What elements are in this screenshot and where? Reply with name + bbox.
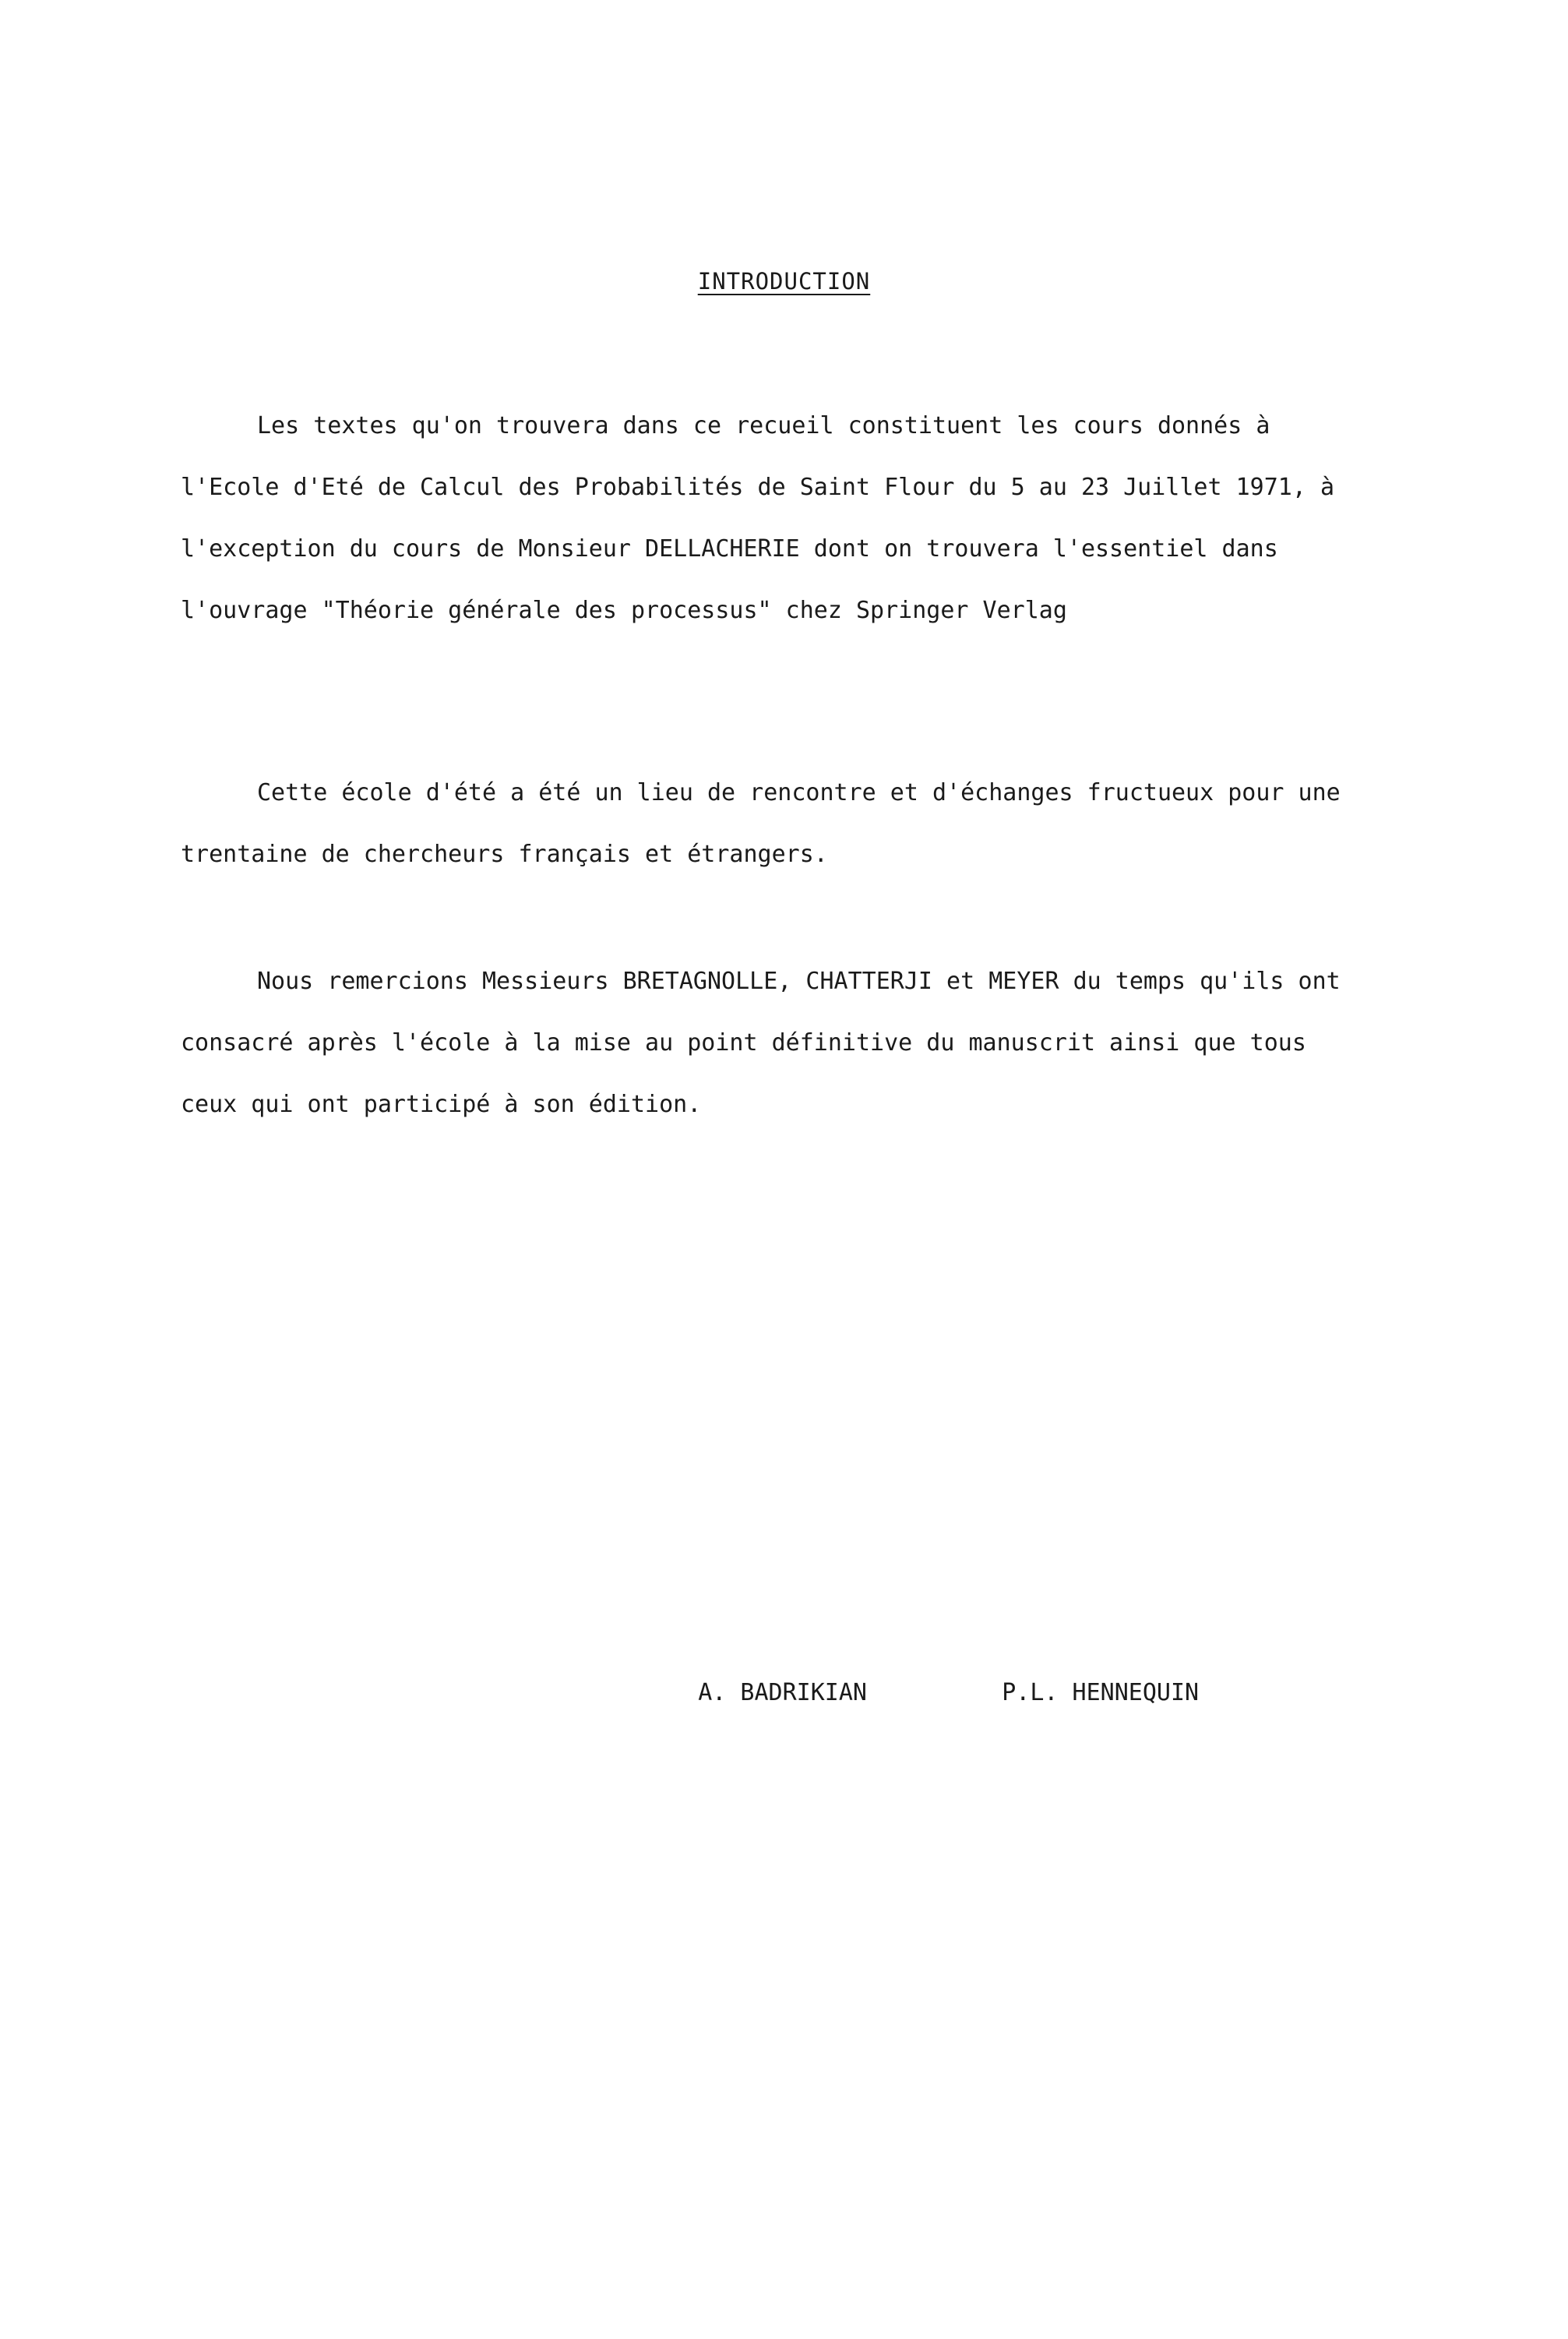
paragraph-text: Cette école d'été a été un lieu de rencontre et d'échanges fructueux pour une trentaine de chercheurs français et étrangers. bbox=[181, 779, 1341, 868]
signatures bbox=[642, 1652, 1199, 1734]
paragraph-text: Nous remercions Messieurs BRETAGNOLLE, CHATTERJI et MEYER du temps qu'ils ont consacré après l'école à la mise au point définitive du manuscrit ainsi que tous ceux qui ont participé à son édition. bbox=[181, 968, 1341, 1118]
signature-hennequin: P.L. HENNEQUIN bbox=[1002, 1679, 1200, 1706]
paragraph-thanks bbox=[181, 951, 1341, 1135]
paragraph-intro bbox=[181, 395, 1341, 641]
paragraph-text: Les textes qu'on trouvera dans ce recueil constituent les cours donnés à l'Ecole d'Eté de Calcul des Probabilités de Saint Flour du 5 au 23 Juillet 1971, à l'exception du cours de Monsieur DELLACHERIE dont on trouvera l'essentiel dans l'ouvrage "Théorie générale des processus" chez Springer Verlag bbox=[181, 412, 1335, 624]
signature-badrikian: A. BADRIKIAN bbox=[698, 1679, 867, 1706]
page-title: INTRODUCTION bbox=[697, 268, 871, 295]
paragraph-school bbox=[181, 762, 1341, 885]
